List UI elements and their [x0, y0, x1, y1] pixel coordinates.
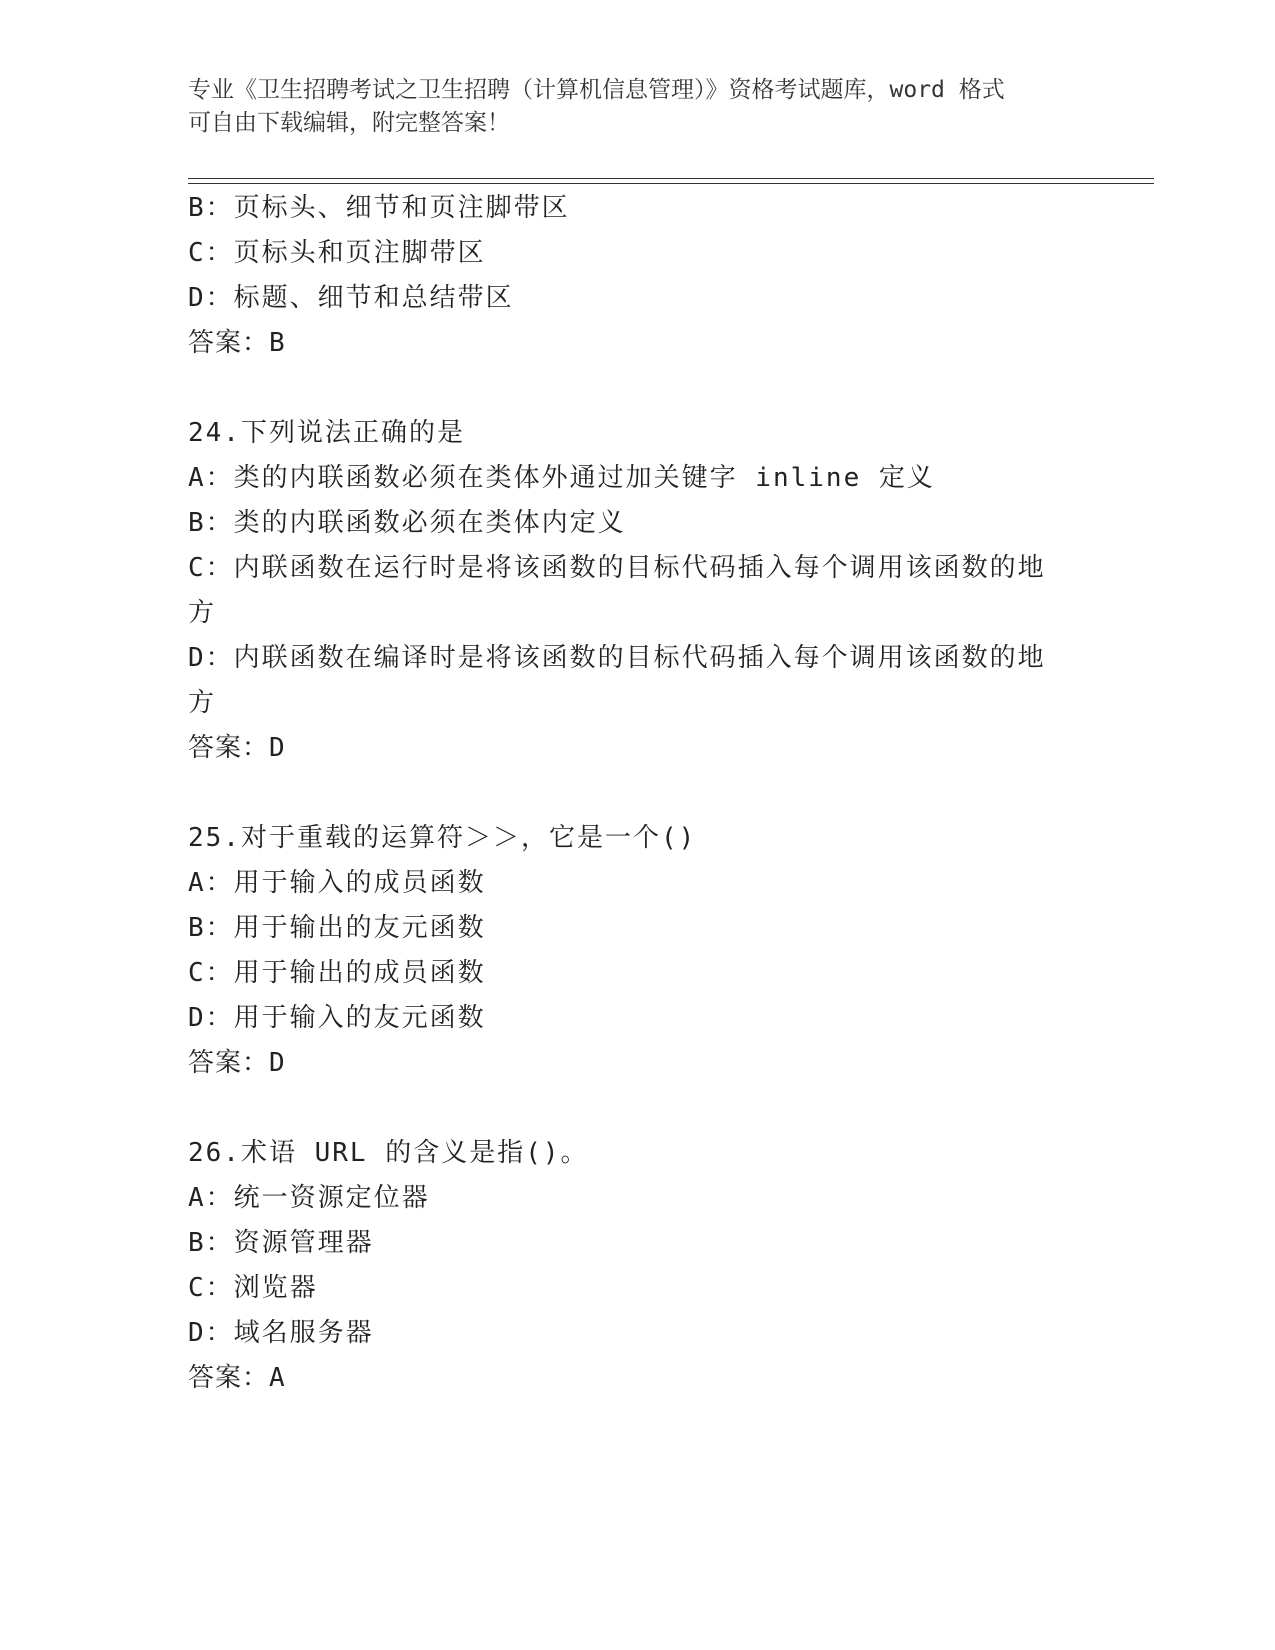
q25-question: 25.对于重载的运算符＞＞，它是一个(): [188, 823, 697, 853]
q25-option-c: C：用于输出的成员函数: [188, 958, 486, 988]
q23-option-d: D：标题、细节和总结带区: [188, 283, 514, 313]
q26-option-b: B：资源管理器: [188, 1228, 374, 1258]
q24-option-a: A：类的内联函数必须在类体外通过加关键字 inline 定义: [188, 463, 935, 493]
header-divider-bottom: [188, 183, 1154, 184]
q26-option-d: D：域名服务器: [188, 1318, 374, 1348]
q26-option-a: A：统一资源定位器: [188, 1183, 430, 1213]
q26-question: 26.术语 URL 的含义是指()。: [188, 1138, 589, 1168]
document-header: [188, 74, 1088, 140]
q25-answer: 答案：D: [188, 1048, 286, 1078]
q26-answer: 答案：A: [188, 1363, 286, 1393]
q25-option-a: A：用于输入的成员函数: [188, 868, 486, 898]
q24-option-d-line-2: 方: [188, 688, 217, 718]
q23-answer: 答案：B: [188, 328, 286, 358]
q24-option-b: B：类的内联函数必须在类体内定义: [188, 508, 626, 538]
q24-question: 24.下列说法正确的是: [188, 418, 465, 448]
q24-answer: 答案：D: [188, 733, 286, 763]
q25-option-d: D：用于输入的友元函数: [188, 1003, 486, 1033]
q24-option-c-line-1: C：内联函数在运行时是将该函数的目标代码插入每个调用该函数的地: [188, 553, 1046, 583]
q24-option-c-line-2: 方: [188, 598, 217, 628]
q23-option-c: C：页标头和页注脚带区: [188, 238, 486, 268]
q24-option-d-line-1: D：内联函数在编译时是将该函数的目标代码插入每个调用该函数的地: [188, 643, 1046, 673]
q26-option-c: C：浏览器: [188, 1273, 318, 1303]
q25-option-b: B：用于输出的友元函数: [188, 913, 486, 943]
header-line-1: 专业《卫生招聘考试之卫生招聘（计算机信息管理）》资格考试题库，word 格式: [188, 77, 1005, 103]
q23-option-b: B：页标头、细节和页注脚带区: [188, 193, 570, 223]
header-line-2: 可自由下载编辑，附完整答案！: [188, 110, 510, 136]
header-divider-top: [188, 178, 1154, 179]
